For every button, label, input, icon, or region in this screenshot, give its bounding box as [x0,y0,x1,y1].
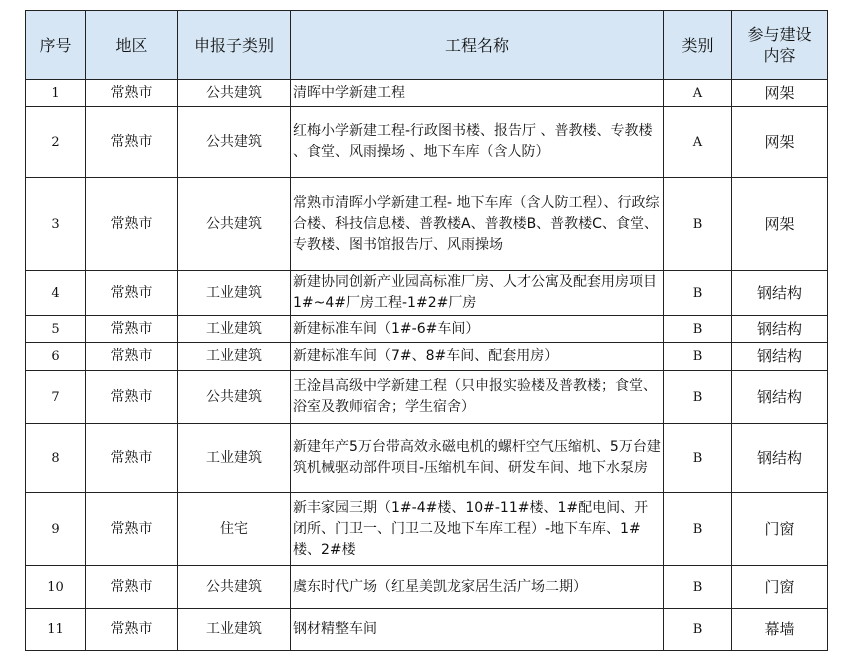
header-row [26,11,828,80]
cell-seq: 7 [26,371,86,424]
header-seq: 序号 [26,11,86,80]
cell-region: 常熟市 [86,566,178,609]
cell-content: 钢结构 [732,371,828,424]
header-subtype: 申报子类别 [178,11,291,80]
cell-project-name: 红梅小学新建工程-行政图书楼、报告厅 、普教楼、专教楼 、食堂、风雨操场 、地下车库（含人防） [291,107,664,178]
cell-subtype: 住宅 [178,493,291,566]
cell-subtype: 工业建筑 [178,424,291,493]
cell-seq: 1 [26,80,86,107]
table-row [26,424,828,493]
cell-seq: 4 [26,271,86,316]
table-row [26,80,828,107]
cell-seq: 6 [26,343,86,371]
cell-subtype: 工业建筑 [178,609,291,651]
cell-content: 钢结构 [732,271,828,316]
cell-category: B [664,178,732,271]
cell-subtype: 公共建筑 [178,107,291,178]
cell-seq: 8 [26,424,86,493]
table-row [26,566,828,609]
cell-subtype: 公共建筑 [178,566,291,609]
header-content-line2: 内容 [763,46,796,65]
table-row [26,316,828,343]
cell-subtype: 公共建筑 [178,371,291,424]
cell-seq: 3 [26,178,86,271]
cell-project-name: 新建标准车间（7#、8#车间、配套用房） [291,343,664,371]
table-row [26,178,828,271]
cell-subtype: 工业建筑 [178,271,291,316]
cell-project-name: 王淦昌高级中学新建工程（只申报实验楼及普教楼；食堂、浴室及教师宿舍；学生宿舍） [291,371,664,424]
header-content [732,11,828,80]
cell-category: B [664,424,732,493]
cell-subtype: 工业建筑 [178,343,291,371]
cell-content: 网架 [732,107,828,178]
table-row [26,609,828,651]
cell-project-name: 新建协同创新产业园高标准厂房、人才公寓及配套用房项目1#~4#厂房工程-1#2#厂房 [291,271,664,316]
cell-region: 常熟市 [86,424,178,493]
cell-content: 钢结构 [732,424,828,493]
table-row [26,107,828,178]
cell-seq: 11 [26,609,86,651]
header-category: 类别 [664,11,732,80]
cell-content: 钢结构 [732,316,828,343]
table-row [26,371,828,424]
cell-project-name: 新丰家园三期（1#-4#楼、10#-11#楼、1#配电间、开闭所、门卫一、门卫二及地下车库工程）-地下车库、1#楼、2#楼 [291,493,664,566]
cell-category: B [664,609,732,651]
project-table [25,10,828,651]
cell-subtype: 工业建筑 [178,316,291,343]
cell-content: 幕墙 [732,609,828,651]
cell-region: 常熟市 [86,271,178,316]
header-project: 工程名称 [291,11,664,80]
cell-category: B [664,271,732,316]
cell-project-name: 清晖中学新建工程 [291,80,664,107]
cell-region: 常熟市 [86,609,178,651]
cell-category: A [664,107,732,178]
cell-region: 常熟市 [86,178,178,271]
cell-category: B [664,371,732,424]
cell-category: B [664,316,732,343]
cell-content: 门窗 [732,566,828,609]
cell-content: 门窗 [732,493,828,566]
cell-project-name: 常熟市清晖小学新建工程- 地下车库（含人防工程）、行政综合楼、科技信息楼、普教楼A、普教楼B、普教楼C、食堂、专教楼、图书馆报告厅、风雨操场 [291,178,664,271]
cell-category: B [664,493,732,566]
cell-subtype: 公共建筑 [178,178,291,271]
table-row [26,343,828,371]
cell-content: 钢结构 [732,343,828,371]
cell-project-name: 新建年产5万台带高效永磁电机的螺杆空气压缩机、5万台建筑机械驱动部件项目-压缩机车间、研发车间、地下水泵房 [291,424,664,493]
header-content-line1: 参与建设 [747,25,812,44]
cell-category: B [664,566,732,609]
cell-subtype: 公共建筑 [178,80,291,107]
cell-seq: 5 [26,316,86,343]
cell-seq: 10 [26,566,86,609]
cell-region: 常熟市 [86,343,178,371]
cell-region: 常熟市 [86,493,178,566]
cell-region: 常熟市 [86,316,178,343]
cell-seq: 9 [26,493,86,566]
cell-region: 常熟市 [86,107,178,178]
header-region: 地区 [86,11,178,80]
cell-content: 网架 [732,80,828,107]
table-row [26,493,828,566]
cell-region: 常熟市 [86,80,178,107]
cell-category: A [664,80,732,107]
cell-region: 常熟市 [86,371,178,424]
cell-seq: 2 [26,107,86,178]
cell-project-name: 钢材精整车间 [291,609,664,651]
cell-project-name: 虞东时代广场（红星美凯龙家居生活广场二期） [291,566,664,609]
cell-project-name: 新建标准车间（1#-6#车间） [291,316,664,343]
cell-category: B [664,343,732,371]
table-row [26,271,828,316]
cell-content: 网架 [732,178,828,271]
